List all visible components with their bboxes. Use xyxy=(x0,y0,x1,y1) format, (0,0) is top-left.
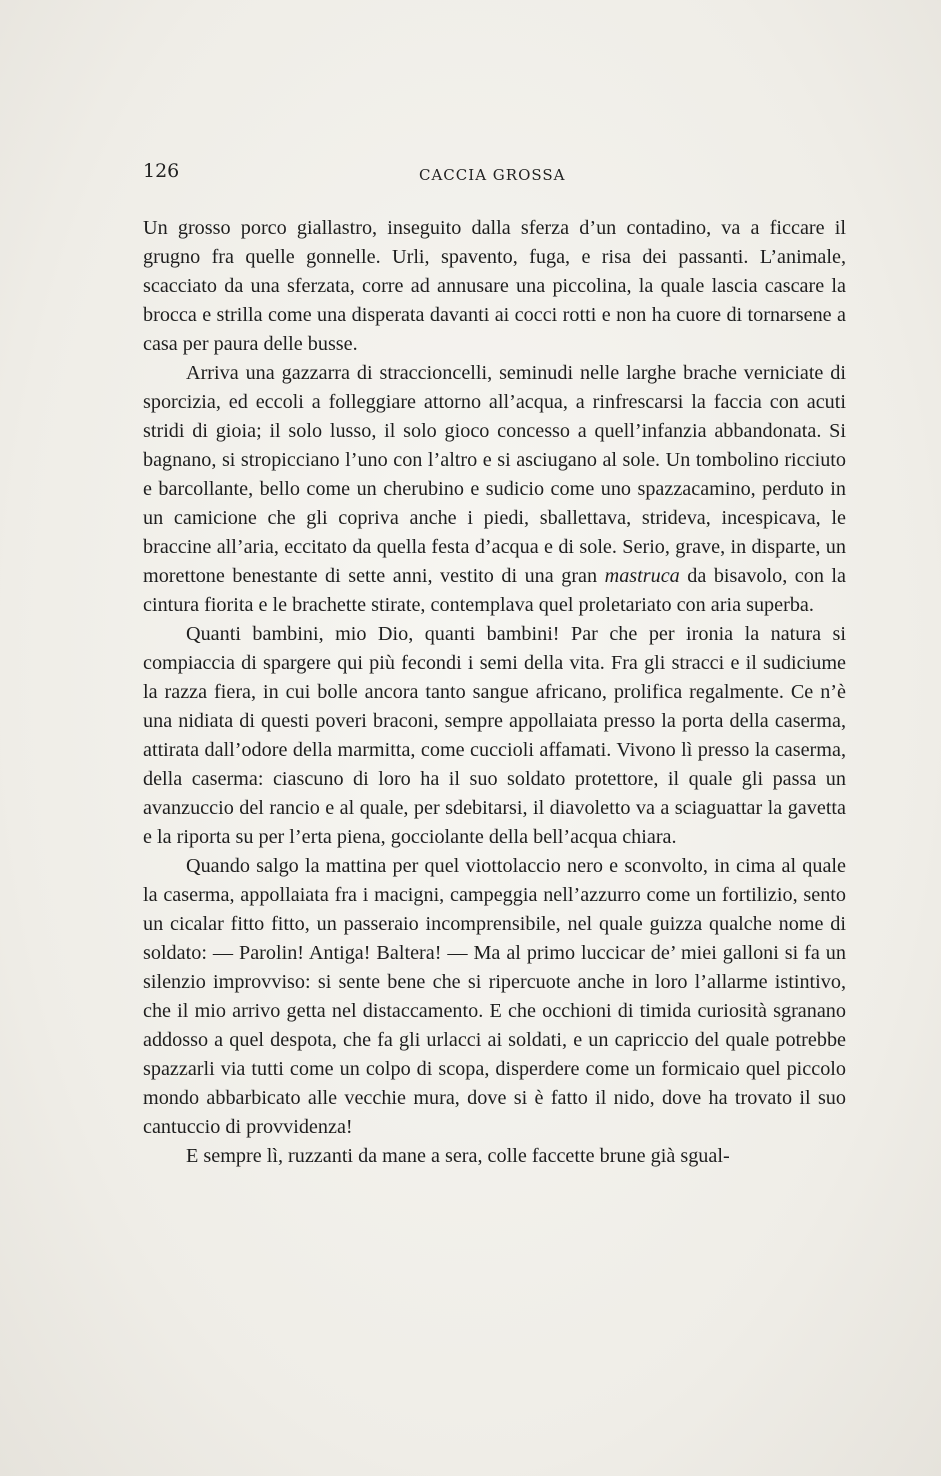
body-text xyxy=(143,214,846,1171)
paragraph-1: Un grosso porco giallastro, inseguito dalla sferza d’un contadino, va a ficcare il grugno fra quelle gonnelle. Urli, spavento, fuga, e risa dei passanti. L’animale, scacciato da una sferzata, corre ad annusare una piccolina, la quale lascia cascare la brocca e strilla come una disperata davanti ai cocci rotti e non ha cuore di tornarsene a casa per paura delle busse. xyxy=(143,217,846,355)
italic-word: mastruca xyxy=(604,565,680,587)
running-title: CACCIA GROSSA xyxy=(419,166,566,184)
page-number: 126 xyxy=(143,160,180,182)
paragraph-5: E sempre lì, ruzzanti da mane a sera, colle faccette brune già sgual- xyxy=(186,1145,730,1167)
paragraph-2: Arriva una gazzarra di straccioncelli, seminudi nelle larghe brache verniciate di sporcizia, ed eccoli a folleggiare attorno all’acqua, a rinfrescarsi la faccia con acuti stridi di gioia; il solo lusso, il solo gioco concesso a quell’infanzia abbandonata. Si bagnano, si stropicciano l’uno con l’altro e si asciugano al sole. Un tombolino ricciuto e barcollante, bello come un cherubino e sudicio come uno spazzacamino, perduto in un camicione che gli copriva anche i piedi, sballettava, strideva, incespicava, le braccine all’aria, eccitato da quella festa d’acqua e di sole. Serio, grave, in disparte, un morettone benestante di sette anni, vestito di una gran mastruca da bisavolo, con la cintura fiorita e le brachette stirate, contemplava quel proletariato con aria superba. xyxy=(143,362,846,616)
page-header xyxy=(143,160,843,184)
paragraph-3: Quanti bambini, mio Dio, quanti bambini! Par che per ironia la natura si compiaccia di spargere qui più fecondi i semi della vita. Fra gli stracci e il sudiciume la razza fiera, in cui bolle ancora tanto sangue africano, prolifica regalmente. Ce n’è una nidiata di questi poveri braconi, sempre appollaiata presso la porta della caserma, attirata dall’odore della marmitta, come cuccioli affamati. Vivono lì presso la caserma, della caserma: ciascuno di loro ha il suo soldato protettore, il quale gli passa un avanzuccio del rancio e al quale, per sdebitarsi, il diavoletto va a sciaguattar la gavetta e la riporta su per l’erta piena, gocciolante della bell’acqua chiara. xyxy=(143,623,846,848)
header-rule xyxy=(143,186,843,192)
paragraph-4: Quando salgo la mattina per quel viottolaccio nero e sconvolto, in cima al quale la caserma, appollaiata fra i macigni, campeggia nell’azzurro come un fortilizio, sento un cicalar fitto fitto, un passeraio incomprensibile, nel quale guizza qualche nome di soldato: — Parolin! Antiga! Baltera! — Ma al primo luccicar de’ miei galloni si fa un silenzio improvviso: si sente bene che si ripercuote anche in loro l’allarme istintivo, che il mio arrivo getta nel distaccamento. E che occhioni di timida curiosità sgranano addosso a quel despota, che fa gli urlacci ai soldati, e un capriccio del quale potrebbe spazzarli via tutti come un colpo di scopa, disperdere come un formicaio quel piccolo mondo abbarbicato alle vecchie mura, dove si è fatto il nido, dove ha trovato il suo cantuccio di provvidenza! xyxy=(143,855,846,1138)
